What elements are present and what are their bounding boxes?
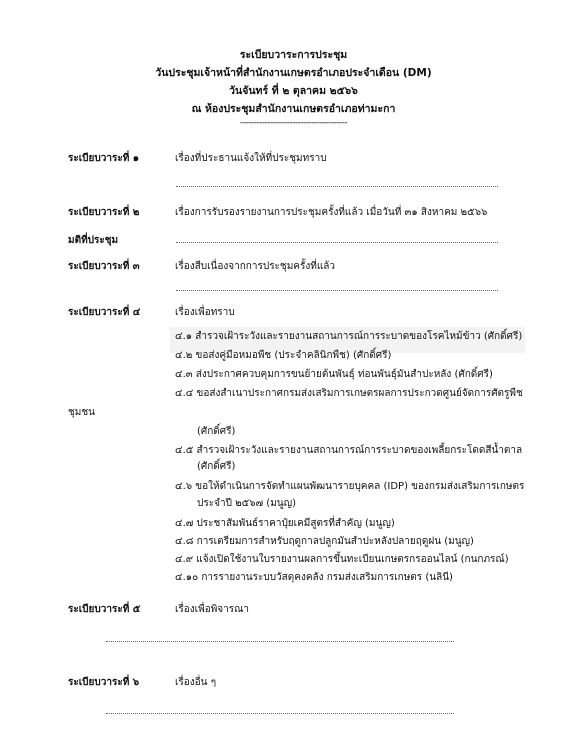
item-4-9: ๔.๙ แจ้งเปิดใช้งานใบรายงานผลการขึ้นทะเบียนเกษตรกรออนไลน์ (กนกภรณ์) [175,554,509,565]
item-4-5: ๔.๕ สำรวจเฝ้าระวังและรายงานสถานการณ์การระบาดของเพลี้ยกระโดดสีน้ำตาล [175,445,523,456]
agenda-label-1: ระเบียบวาระที่ ๑ [68,153,140,164]
agenda-title-4: เรื่องเพื่อทราบ [175,307,235,318]
agenda-title-3: เรื่องสืบเนื่องจากการประชุมครั้งที่แล้ว [175,261,336,272]
item-4-7: ๔.๗ ประชาสัมพันธ์ราคาปุ๋ยเคมีสูตรที่สำคัญ (มนูญ) [175,518,395,529]
item-4-5-owner: (ศักดิ์ศรี) [197,461,236,472]
item-4-1: ๔.๑ สำรวจเฝ้าระวังและรายงานสถานการณ์การระบาดของโรคไหม้ข้าว (ศักดิ์ศรี) [175,331,523,342]
agenda-label-4: ระเบียบวาระที่ ๔ [68,307,141,318]
item-4-4: ๔.๔ ขอส่งสำเนาประกาศกรมส่งเสริมการเกษตรผลการประกวดศูนย์จัดการศัตรูพืช [175,388,523,399]
item-4-6: ๔.๖ ขอให้ดำเนินการจัดทำแผนพัฒนารายบุคคล (IDP) ของกรมส่งเสริมการเกษตร [175,481,525,492]
fill-line-5 [106,641,454,642]
meeting-date: วันจันทร์ ที่ ๒ ตุลาคม ๒๕๖๖ [229,85,358,97]
resolution-label: มติที่ประชุม [68,235,119,246]
agenda-title-2: เรื่องการรับรองรายงานการประชุมครั้งที่แล้ว เมื่อวันที่ ๓๑ สิงหาคม ๒๕๖๖ [175,207,488,218]
fill-line-6 [106,713,454,714]
agenda-title-1: เรื่องที่ประธานแจ้งให้ที่ประชุมทราบ [175,153,327,164]
fill-line-1 [176,186,498,187]
agenda-title-6: เรื่องอื่น ๆ [175,677,217,688]
item-4-10: ๔.๑๐ การรายงานระบบวัสดุคงคลัง กรมส่งเสริมการเกษตร (นลินี) [175,572,453,583]
item-4-4-owner: (ศักดิ์ศรี) [197,426,236,437]
agenda-label-5: ระเบียบวาระที่ ๕ [68,604,141,615]
item-4-8: ๔.๘ การเตรียมการสำหรับฤดูกาลปลูกมันสำปะหลังปลายฤดูฝน (มนูญ) [175,536,474,547]
item-4-2: ๔.๒ ขอส่งคู่มือหมอพืช (ประจำคลินิกพืช) (ศักดิ์ศรี) [175,350,392,361]
agenda-label-2: ระเบียบวาระที่ ๒ [68,207,140,218]
agenda-title-5: เรื่องเพื่อพิจารณา [175,604,250,615]
meeting-location: ณ ห้องประชุมสำนักงานเกษตรอำเภอท่ามะกา [191,103,396,115]
fill-line-2 [176,242,498,243]
item-4-3: ๔.๓ ส่งประกาศควบคุมการขนย้ายต้นพันธุ์ ท่อนพันธุ์มันสำปะหลัง (ศักดิ์ศรี) [175,369,493,380]
item-4-6-cont: ประจำปี ๒๕๖๗ (มนูญ) [197,498,297,509]
meeting-name: วันประชุมเจ้าหน้าที่สำนักงานเกษตรอำเภอประจำเดือน (DM) [155,67,432,79]
fill-line-3 [176,290,498,291]
agenda-label-6: ระเบียบวาระที่ ๖ [68,677,140,688]
header-rule: --------------------------------------- [239,118,348,128]
doc-title: ระเบียบวาระการประชุม [239,49,348,61]
agenda-label-3: ระเบียบวาระที่ ๓ [68,261,140,272]
item-4-4-wrap: ชุมชน [68,407,96,418]
